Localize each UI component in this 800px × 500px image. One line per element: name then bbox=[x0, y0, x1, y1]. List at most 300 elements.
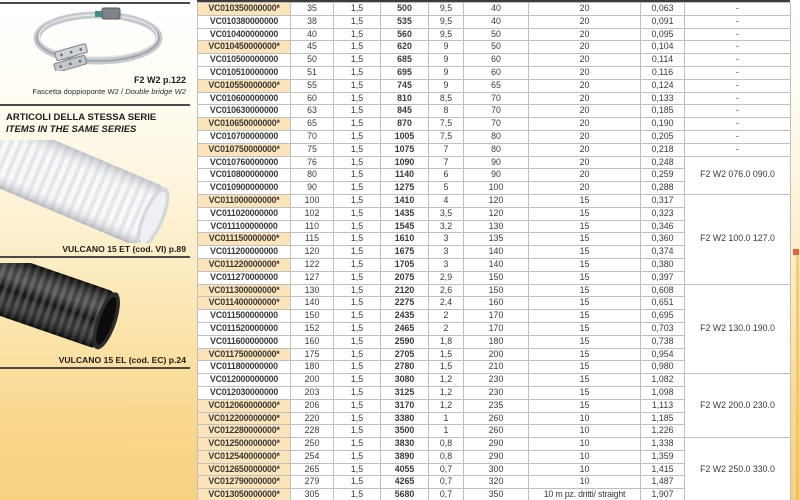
table-row bbox=[198, 374, 791, 387]
cell-code: VC011750000000* bbox=[198, 348, 291, 361]
cell-weight: 560 bbox=[381, 28, 429, 41]
cell-length: 15 bbox=[529, 207, 641, 220]
cell-kg: 0,703 bbox=[641, 322, 685, 335]
related-caption bbox=[0, 87, 186, 96]
cell-vacuum: 1,2 bbox=[429, 374, 464, 387]
cell-length: 20 bbox=[529, 28, 641, 41]
cell-thickness: 1,5 bbox=[334, 220, 381, 233]
cell-bend-radius: 65 bbox=[464, 79, 529, 92]
cell-thickness: 1,5 bbox=[334, 182, 381, 195]
double-bridge-clamp-image bbox=[22, 7, 172, 76]
cell-bend-radius: 170 bbox=[464, 310, 529, 323]
cell-diameter: 305 bbox=[291, 489, 334, 500]
cell-kg: 0,104 bbox=[641, 41, 685, 54]
cell-thickness: 1,5 bbox=[334, 284, 381, 297]
cell-bend-radius: 260 bbox=[464, 425, 529, 438]
related-caption-en: Double bridge W2 bbox=[125, 87, 186, 96]
cell-weight: 2590 bbox=[381, 335, 429, 348]
cell-kg: 0,063 bbox=[641, 3, 685, 16]
cell-diameter: 70 bbox=[291, 130, 334, 143]
cell-thickness: 1,5 bbox=[334, 438, 381, 451]
cell-weight: 2705 bbox=[381, 348, 429, 361]
cell-vacuum: 9,5 bbox=[429, 28, 464, 41]
cell-weight: 685 bbox=[381, 54, 429, 67]
cell-clamp-ref: - bbox=[685, 41, 791, 54]
cell-diameter: 203 bbox=[291, 386, 334, 399]
cell-diameter: 160 bbox=[291, 335, 334, 348]
table-row bbox=[198, 105, 791, 118]
cell-thickness: 1,5 bbox=[334, 450, 381, 463]
cell-diameter: 175 bbox=[291, 348, 334, 361]
cell-code: VC010350000000* bbox=[198, 3, 291, 16]
cell-diameter: 55 bbox=[291, 79, 334, 92]
cell-diameter: 63 bbox=[291, 105, 334, 118]
series-heading-en: ITEMS IN THE SAME SERIES bbox=[6, 124, 137, 135]
cell-kg: 0,346 bbox=[641, 220, 685, 233]
cell-diameter: 120 bbox=[291, 246, 334, 259]
table-row bbox=[198, 130, 791, 143]
cell-clamp-ref: - bbox=[685, 66, 791, 79]
cell-length: 20 bbox=[529, 130, 641, 143]
cell-code: VC010380000000 bbox=[198, 15, 291, 28]
cell-thickness: 1,5 bbox=[334, 169, 381, 182]
table-row bbox=[198, 15, 791, 28]
cell-weight: 5680 bbox=[381, 489, 429, 500]
cell-diameter: 76 bbox=[291, 156, 334, 169]
cell-weight: 1545 bbox=[381, 220, 429, 233]
cell-bend-radius: 160 bbox=[464, 297, 529, 310]
cell-weight: 2075 bbox=[381, 271, 429, 284]
cell-code: VC010900000000 bbox=[198, 182, 291, 195]
cell-kg: 0,651 bbox=[641, 297, 685, 310]
cell-diameter: 220 bbox=[291, 412, 334, 425]
cell-kg: 0,738 bbox=[641, 335, 685, 348]
cell-weight: 3890 bbox=[381, 450, 429, 463]
cell-weight: 845 bbox=[381, 105, 429, 118]
cell-length: 15 bbox=[529, 258, 641, 271]
cell-kg: 0,323 bbox=[641, 207, 685, 220]
cell-kg: 1,098 bbox=[641, 386, 685, 399]
cell-code: VC012790000000* bbox=[198, 476, 291, 489]
cell-bend-radius: 180 bbox=[464, 335, 529, 348]
cell-length: 15 bbox=[529, 310, 641, 323]
cell-bend-radius: 200 bbox=[464, 348, 529, 361]
cell-kg: 0,133 bbox=[641, 92, 685, 105]
cell-code: VC012500000000* bbox=[198, 438, 291, 451]
cell-length: 20 bbox=[529, 3, 641, 16]
cell-weight: 3830 bbox=[381, 438, 429, 451]
cell-weight: 3080 bbox=[381, 374, 429, 387]
cell-code: VC011270000000 bbox=[198, 271, 291, 284]
cell-diameter: 122 bbox=[291, 258, 334, 271]
cell-weight: 1435 bbox=[381, 207, 429, 220]
cell-thickness: 1,5 bbox=[334, 361, 381, 374]
cell-clamp-ref: - bbox=[685, 130, 791, 143]
cell-kg: 0,360 bbox=[641, 233, 685, 246]
cell-vacuum: 2 bbox=[429, 322, 464, 335]
cell-vacuum: 9 bbox=[429, 54, 464, 67]
cell-kg: 0,317 bbox=[641, 194, 685, 207]
cell-thickness: 1,5 bbox=[334, 143, 381, 156]
cell-length: 20 bbox=[529, 41, 641, 54]
cell-kg: 0,608 bbox=[641, 284, 685, 297]
cell-code: VC011100000000 bbox=[198, 220, 291, 233]
cell-thickness: 1,5 bbox=[334, 15, 381, 28]
cell-code: VC010510000000 bbox=[198, 66, 291, 79]
cell-diameter: 40 bbox=[291, 28, 334, 41]
table-row bbox=[198, 66, 791, 79]
cell-thickness: 1,5 bbox=[334, 386, 381, 399]
cell-kg: 1,082 bbox=[641, 374, 685, 387]
cell-kg: 1,415 bbox=[641, 463, 685, 476]
cell-bend-radius: 290 bbox=[464, 450, 529, 463]
cell-diameter: 35 bbox=[291, 3, 334, 16]
cell-length: 15 bbox=[529, 374, 641, 387]
cell-clamp-ref: - bbox=[685, 105, 791, 118]
cell-thickness: 1,5 bbox=[334, 66, 381, 79]
cell-vacuum: 3 bbox=[429, 246, 464, 259]
cell-length: 20 bbox=[529, 105, 641, 118]
cell-clamp-ref: F2 W2 100.0 127.0 bbox=[685, 194, 791, 284]
cell-clamp-ref: F2 W2 200.0 230.0 bbox=[685, 374, 791, 438]
cell-thickness: 1,5 bbox=[334, 79, 381, 92]
cell-code: VC010700000000 bbox=[198, 130, 291, 143]
cell-length: 15 bbox=[529, 322, 641, 335]
table-row bbox=[198, 79, 791, 92]
cell-thickness: 1,5 bbox=[334, 271, 381, 284]
cell-bend-radius: 135 bbox=[464, 233, 529, 246]
cell-vacuum: 0,8 bbox=[429, 438, 464, 451]
cell-code: VC011800000000 bbox=[198, 361, 291, 374]
cell-diameter: 65 bbox=[291, 118, 334, 131]
cell-bend-radius: 170 bbox=[464, 322, 529, 335]
cell-weight: 535 bbox=[381, 15, 429, 28]
cell-length: 20 bbox=[529, 92, 641, 105]
cell-diameter: 50 bbox=[291, 54, 334, 67]
cell-clamp-ref: - bbox=[685, 79, 791, 92]
cell-length: 20 bbox=[529, 143, 641, 156]
cell-vacuum: 0,7 bbox=[429, 463, 464, 476]
cell-bend-radius: 140 bbox=[464, 258, 529, 271]
table-row bbox=[198, 54, 791, 67]
cell-weight: 810 bbox=[381, 92, 429, 105]
cell-thickness: 1,5 bbox=[334, 3, 381, 16]
cell-diameter: 265 bbox=[291, 463, 334, 476]
cell-code: VC010550000000* bbox=[198, 79, 291, 92]
cell-thickness: 1,5 bbox=[334, 258, 381, 271]
cell-vacuum: 9 bbox=[429, 66, 464, 79]
table-row bbox=[198, 92, 791, 105]
cell-bend-radius: 350 bbox=[464, 489, 529, 500]
cell-clamp-ref: - bbox=[685, 3, 791, 16]
cell-diameter: 60 bbox=[291, 92, 334, 105]
cell-vacuum: 8 bbox=[429, 105, 464, 118]
cell-vacuum: 0,7 bbox=[429, 489, 464, 500]
cell-vacuum: 3 bbox=[429, 233, 464, 246]
cell-vacuum: 9 bbox=[429, 41, 464, 54]
cell-bend-radius: 90 bbox=[464, 156, 529, 169]
cell-length: 10 bbox=[529, 476, 641, 489]
cell-code: VC012030000000 bbox=[198, 386, 291, 399]
cell-kg: 0,695 bbox=[641, 310, 685, 323]
cell-code: VC010650000000* bbox=[198, 118, 291, 131]
cell-vacuum: 7 bbox=[429, 156, 464, 169]
cell-thickness: 1,5 bbox=[334, 194, 381, 207]
cell-kg: 0,218 bbox=[641, 143, 685, 156]
cell-weight: 2120 bbox=[381, 284, 429, 297]
cell-code: VC012000000000 bbox=[198, 374, 291, 387]
cell-kg: 0,288 bbox=[641, 182, 685, 195]
cell-diameter: 102 bbox=[291, 207, 334, 220]
cell-thickness: 1,5 bbox=[334, 348, 381, 361]
cell-bend-radius: 90 bbox=[464, 169, 529, 182]
cell-clamp-ref: F2 W2 130.0 190.0 bbox=[685, 284, 791, 374]
cell-thickness: 1,5 bbox=[334, 310, 381, 323]
cell-length: 15 bbox=[529, 271, 641, 284]
cell-diameter: 250 bbox=[291, 438, 334, 451]
cell-length: 15 bbox=[529, 220, 641, 233]
cell-bend-radius: 70 bbox=[464, 118, 529, 131]
cell-kg: 0,980 bbox=[641, 361, 685, 374]
cell-code: VC013050000000* bbox=[198, 489, 291, 500]
cell-weight: 870 bbox=[381, 118, 429, 131]
cell-weight: 1705 bbox=[381, 258, 429, 271]
cell-length: 20 bbox=[529, 79, 641, 92]
cell-kg: 0,114 bbox=[641, 54, 685, 67]
cell-clamp-ref: F2 W2 076.0 090.0 bbox=[685, 156, 791, 194]
cell-length: 10 bbox=[529, 425, 641, 438]
cell-length: 15 bbox=[529, 233, 641, 246]
cell-code: VC011220000000* bbox=[198, 258, 291, 271]
cell-thickness: 1,5 bbox=[334, 118, 381, 131]
cell-diameter: 180 bbox=[291, 361, 334, 374]
cell-diameter: 110 bbox=[291, 220, 334, 233]
cell-diameter: 200 bbox=[291, 374, 334, 387]
cell-length: 15 bbox=[529, 194, 641, 207]
cell-kg: 0,248 bbox=[641, 156, 685, 169]
cell-vacuum: 0,7 bbox=[429, 476, 464, 489]
cell-diameter: 75 bbox=[291, 143, 334, 156]
cell-length: 15 bbox=[529, 386, 641, 399]
cell-weight: 1275 bbox=[381, 182, 429, 195]
cell-clamp-ref: - bbox=[685, 15, 791, 28]
cell-thickness: 1,5 bbox=[334, 246, 381, 259]
cell-vacuum: 1,8 bbox=[429, 335, 464, 348]
cell-vacuum: 2,4 bbox=[429, 297, 464, 310]
cell-bend-radius: 60 bbox=[464, 66, 529, 79]
cell-kg: 1,359 bbox=[641, 450, 685, 463]
cell-length: 20 bbox=[529, 156, 641, 169]
divider bbox=[0, 367, 190, 369]
cell-code: VC011500000000 bbox=[198, 310, 291, 323]
table-row bbox=[198, 194, 791, 207]
cell-vacuum: 2,6 bbox=[429, 284, 464, 297]
cell-code: VC012200000000* bbox=[198, 412, 291, 425]
cell-vacuum: 1,5 bbox=[429, 348, 464, 361]
cell-thickness: 1,5 bbox=[334, 297, 381, 310]
cell-kg: 0,374 bbox=[641, 246, 685, 259]
cell-thickness: 1,5 bbox=[334, 207, 381, 220]
cell-kg: 0,091 bbox=[641, 15, 685, 28]
cell-thickness: 1,5 bbox=[334, 399, 381, 412]
cell-weight: 1140 bbox=[381, 169, 429, 182]
cell-bend-radius: 235 bbox=[464, 399, 529, 412]
cell-vacuum: 1,5 bbox=[429, 361, 464, 374]
cell-weight: 620 bbox=[381, 41, 429, 54]
cell-kg: 0,185 bbox=[641, 105, 685, 118]
cell-bend-radius: 100 bbox=[464, 182, 529, 195]
cell-vacuum: 2 bbox=[429, 310, 464, 323]
cell-length: 20 bbox=[529, 15, 641, 28]
cell-thickness: 1,5 bbox=[334, 425, 381, 438]
cell-diameter: 152 bbox=[291, 322, 334, 335]
cell-vacuum: 9 bbox=[429, 79, 464, 92]
cell-thickness: 1,5 bbox=[334, 130, 381, 143]
series-item-label: VULCANO 15 ET (cod. VI) p.89 bbox=[62, 244, 186, 254]
cell-bend-radius: 230 bbox=[464, 374, 529, 387]
cell-diameter: 100 bbox=[291, 194, 334, 207]
cell-code: VC010500000000 bbox=[198, 54, 291, 67]
cell-bend-radius: 70 bbox=[464, 92, 529, 105]
cell-vacuum: 9,5 bbox=[429, 3, 464, 16]
cell-code: VC011300000000* bbox=[198, 284, 291, 297]
cell-weight: 4265 bbox=[381, 476, 429, 489]
cell-bend-radius: 130 bbox=[464, 220, 529, 233]
cell-kg: 0,190 bbox=[641, 118, 685, 131]
cell-clamp-ref: - bbox=[685, 118, 791, 131]
cell-kg: 1,113 bbox=[641, 399, 685, 412]
cell-weight: 2465 bbox=[381, 322, 429, 335]
divider bbox=[0, 2, 190, 4]
cell-thickness: 1,5 bbox=[334, 476, 381, 489]
cell-kg: 0,124 bbox=[641, 79, 685, 92]
cell-thickness: 1,5 bbox=[334, 41, 381, 54]
cell-thickness: 1,5 bbox=[334, 489, 381, 500]
cell-kg: 1,907 bbox=[641, 489, 685, 500]
cell-length: 20 bbox=[529, 54, 641, 67]
cell-length: 10 bbox=[529, 438, 641, 451]
cell-code: VC011020000000 bbox=[198, 207, 291, 220]
cell-thickness: 1,5 bbox=[334, 156, 381, 169]
cell-diameter: 279 bbox=[291, 476, 334, 489]
cell-length: 10 m pz. dritti/ straight bbox=[529, 489, 641, 500]
cell-kg: 1,185 bbox=[641, 412, 685, 425]
cell-weight: 1610 bbox=[381, 233, 429, 246]
cell-code: VC011400000000* bbox=[198, 297, 291, 310]
cell-length: 15 bbox=[529, 246, 641, 259]
cell-code: VC011600000000 bbox=[198, 335, 291, 348]
cell-vacuum: 7,5 bbox=[429, 118, 464, 131]
cell-code: VC012060000000* bbox=[198, 399, 291, 412]
cell-kg: 0,095 bbox=[641, 28, 685, 41]
cell-weight: 3380 bbox=[381, 412, 429, 425]
series-item-label: VULCANO 15 EL (cod. EC) p.24 bbox=[58, 355, 186, 365]
cell-weight: 4055 bbox=[381, 463, 429, 476]
cell-code: VC012650000000* bbox=[198, 463, 291, 476]
cell-thickness: 1,5 bbox=[334, 54, 381, 67]
divider bbox=[0, 256, 190, 258]
cell-thickness: 1,5 bbox=[334, 463, 381, 476]
cell-length: 15 bbox=[529, 348, 641, 361]
cell-code: VC011200000000 bbox=[198, 246, 291, 259]
cell-diameter: 130 bbox=[291, 284, 334, 297]
page-edge-line bbox=[796, 255, 799, 500]
cell-length: 20 bbox=[529, 182, 641, 195]
cell-vacuum: 6 bbox=[429, 169, 464, 182]
cell-vacuum: 7 bbox=[429, 143, 464, 156]
cell-code: VC012540000000* bbox=[198, 450, 291, 463]
cell-code: VC010750000000* bbox=[198, 143, 291, 156]
cell-diameter: 51 bbox=[291, 66, 334, 79]
cell-code: VC011520000000 bbox=[198, 322, 291, 335]
cell-length: 15 bbox=[529, 335, 641, 348]
cell-kg: 0,397 bbox=[641, 271, 685, 284]
cell-vacuum: 1 bbox=[429, 425, 464, 438]
cell-weight: 1090 bbox=[381, 156, 429, 169]
cell-length: 15 bbox=[529, 361, 641, 374]
cell-bend-radius: 80 bbox=[464, 143, 529, 156]
cell-diameter: 90 bbox=[291, 182, 334, 195]
cell-thickness: 1,5 bbox=[334, 105, 381, 118]
spec-table bbox=[197, 0, 790, 500]
cell-diameter: 206 bbox=[291, 399, 334, 412]
cell-bend-radius: 120 bbox=[464, 207, 529, 220]
cell-bend-radius: 120 bbox=[464, 194, 529, 207]
cell-thickness: 1,5 bbox=[334, 412, 381, 425]
cell-kg: 0,380 bbox=[641, 258, 685, 271]
cell-diameter: 228 bbox=[291, 425, 334, 438]
sidebar bbox=[0, 0, 190, 500]
table-row bbox=[198, 284, 791, 297]
cell-bend-radius: 150 bbox=[464, 271, 529, 284]
cell-kg: 1,487 bbox=[641, 476, 685, 489]
cell-weight: 3500 bbox=[381, 425, 429, 438]
cell-code: VC012280000000* bbox=[198, 425, 291, 438]
cell-bend-radius: 70 bbox=[464, 105, 529, 118]
cell-weight: 2780 bbox=[381, 361, 429, 374]
cell-vacuum: 0,8 bbox=[429, 450, 464, 463]
cell-weight: 3170 bbox=[381, 399, 429, 412]
cell-weight: 1005 bbox=[381, 130, 429, 143]
cell-bend-radius: 210 bbox=[464, 361, 529, 374]
series-heading-it: ARTICOLI DELLA STESSA SERIE bbox=[6, 112, 157, 123]
cell-code: VC011150000000* bbox=[198, 233, 291, 246]
cell-length: 20 bbox=[529, 118, 641, 131]
cell-length: 20 bbox=[529, 66, 641, 79]
cell-bend-radius: 80 bbox=[464, 130, 529, 143]
cell-thickness: 1,5 bbox=[334, 28, 381, 41]
cell-kg: 1,226 bbox=[641, 425, 685, 438]
cell-length: 15 bbox=[529, 399, 641, 412]
cell-length: 20 bbox=[529, 169, 641, 182]
cell-weight: 2435 bbox=[381, 310, 429, 323]
cell-bend-radius: 230 bbox=[464, 386, 529, 399]
cell-code: VC010800000000 bbox=[198, 169, 291, 182]
cell-diameter: 150 bbox=[291, 310, 334, 323]
cell-thickness: 1,5 bbox=[334, 322, 381, 335]
table-row bbox=[198, 118, 791, 131]
cell-diameter: 140 bbox=[291, 297, 334, 310]
table-row bbox=[198, 156, 791, 169]
cell-vacuum: 1,2 bbox=[429, 386, 464, 399]
cell-weight: 695 bbox=[381, 66, 429, 79]
cell-bend-radius: 300 bbox=[464, 463, 529, 476]
cell-weight: 2275 bbox=[381, 297, 429, 310]
cell-weight: 1410 bbox=[381, 194, 429, 207]
cell-clamp-ref: - bbox=[685, 28, 791, 41]
cell-clamp-ref: - bbox=[685, 92, 791, 105]
cell-length: 15 bbox=[529, 297, 641, 310]
